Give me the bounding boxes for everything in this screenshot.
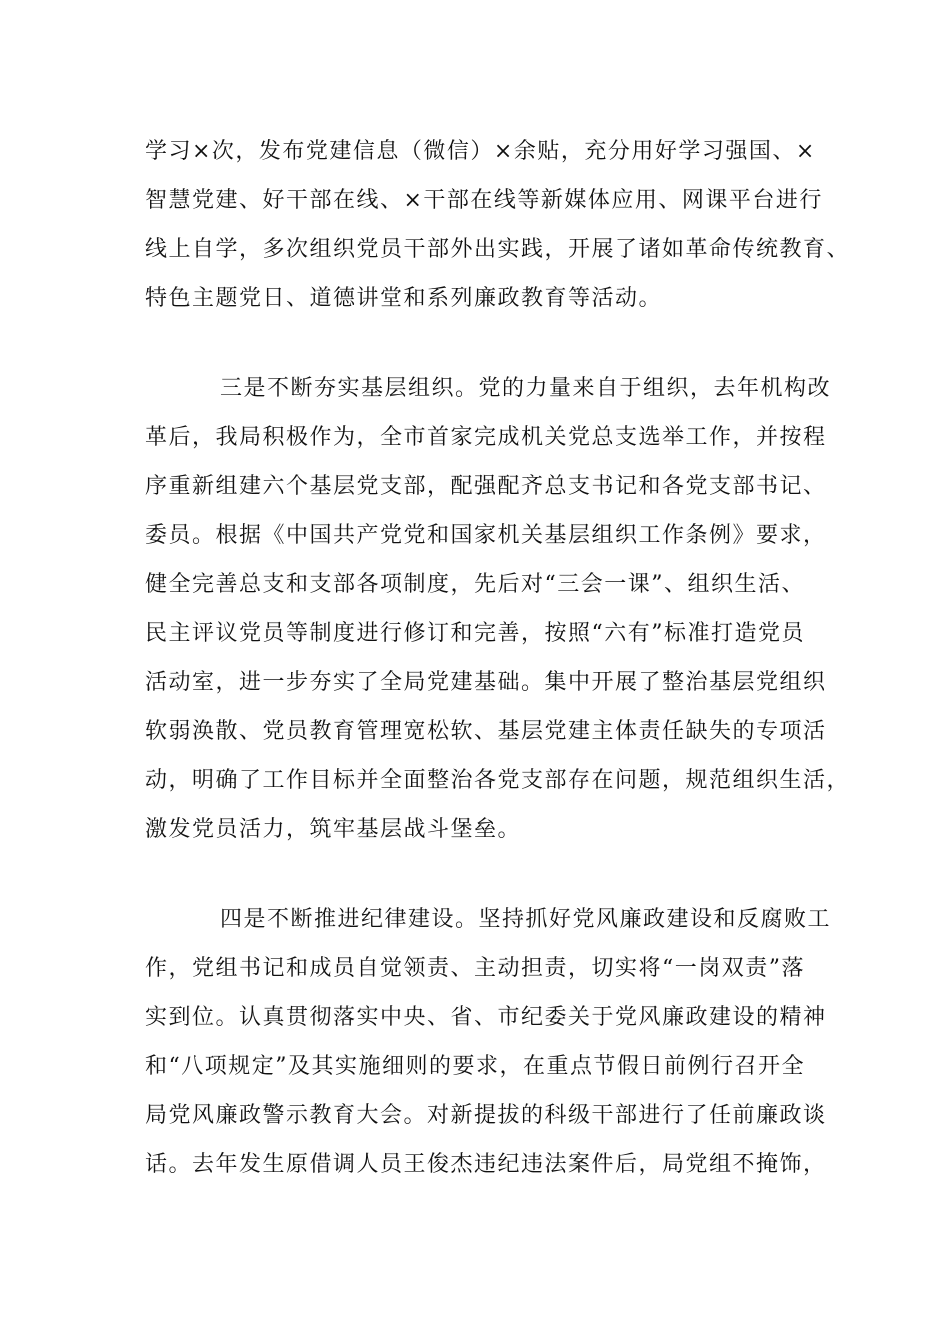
text-line: 委员。根据《中国共产党党和国家机关基层组织工作条例》要求， xyxy=(145,523,827,548)
text-line: 革后，我局积极作为，全市首家完成机关党总支选举工作，并按程 xyxy=(145,425,827,450)
text-line: 话。去年发生原借调人员王俊杰违纪违法案件后，局党组不掩饰， xyxy=(145,1152,827,1177)
text-line: 作，党组书记和成员自觉领责、主动担责，切实将“一岗双责”落 xyxy=(145,956,805,981)
text-line: 激发党员活力，筑牢基层战斗堡垒。 xyxy=(145,817,522,842)
text-line: 智慧党建、好干部在线、×干部在线等新媒体应用、网课平台进行 xyxy=(145,188,823,213)
text-line: 局党风廉政警示教育大会。对新提拔的科级干部进行了任前廉政谈 xyxy=(145,1103,827,1128)
text-line: 和“八项规定”及其实施细则的要求，在重点节假日前例行召开全 xyxy=(145,1054,805,1079)
text-line: 健全完善总支和支部各项制度，先后对“三会一课”、组织生活、 xyxy=(145,572,805,597)
text-line: 实到位。认真贯彻落实中央、省、市纪委关于党风廉政建设的精神 xyxy=(145,1005,827,1030)
text-line: 活动室，进一步夯实了全局党建基础。集中开展了整治基层党组织 xyxy=(145,670,827,695)
paragraph-heading-line: 四是不断推进纪律建设。坚持抓好党风廉政建设和反腐败工 xyxy=(220,907,832,932)
text-line: 学习×次，发布党建信息（微信）×余贴，充分用好学习强国、× xyxy=(145,139,816,164)
text-line: 软弱涣散、党员教育管理宽松软、基层党建主体责任缺失的专项活 xyxy=(145,719,827,744)
paragraph-heading-line: 三是不断夯实基层组织。党的力量来自于组织，去年机构改 xyxy=(220,376,832,401)
text-line: 线上自学，多次组织党员干部外出实践，开展了诸如革命传统教育、 xyxy=(145,237,851,262)
text-line: 序重新组建六个基层党支部，配强配齐总支书记和各党支部书记、 xyxy=(145,474,827,499)
text-line: 特色主题党日、道德讲堂和系列廉政教育等活动。 xyxy=(145,286,663,311)
text-line: 动，明确了工作目标并全面整治各党支部存在问题，规范组织生活， xyxy=(145,768,851,793)
text-line: 民主评议党员等制度进行修订和完善，按照“六有”标准打造党员 xyxy=(145,621,805,646)
